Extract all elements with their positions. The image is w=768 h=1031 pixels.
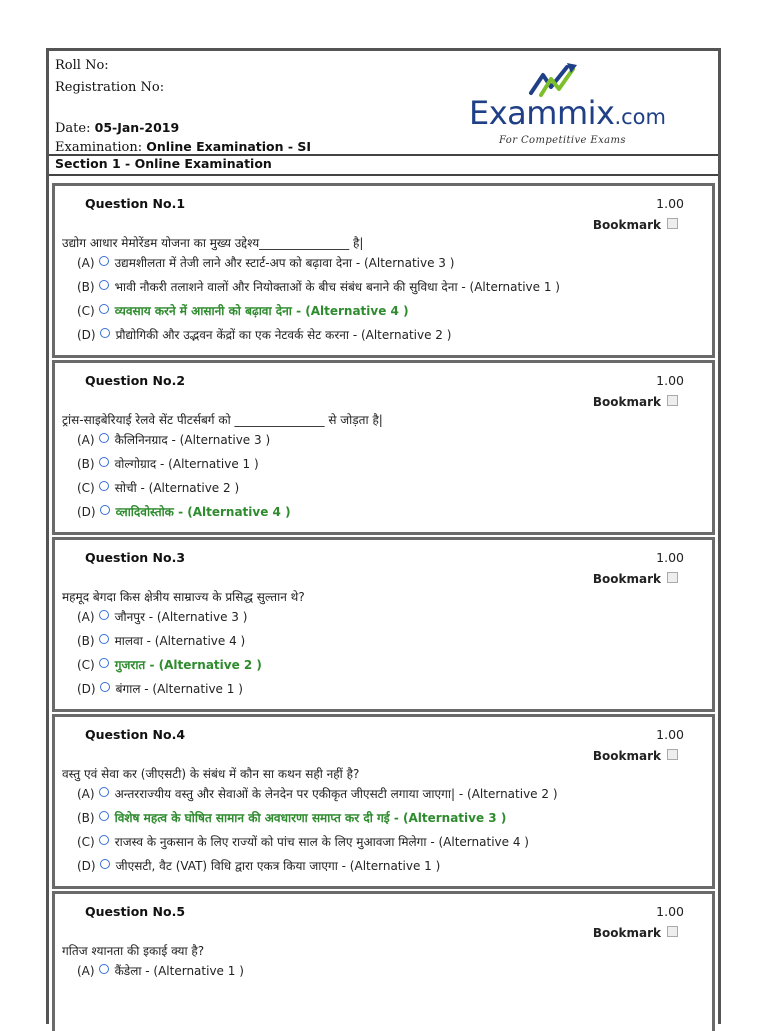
bookmark-toggle[interactable] [593,395,678,409]
exam-date [55,120,179,136]
question-card [52,183,715,358]
option-text: मालवा - (Alternative 4 ) [114,634,246,648]
question-marks: 1.00 [656,373,684,388]
radio-button[interactable] [100,505,110,515]
question-text: गतिज श्यानता की इकाई क्या है? [62,944,205,958]
radio-button[interactable] [99,811,109,821]
exam-label: Examination: [55,140,143,155]
radio-button[interactable] [99,835,109,845]
option-text: कैलिनिनग्राद - (Alternative 3 ) [114,433,271,447]
question-number: Question No.4 [85,727,186,742]
option-text: वोल्गोग्राद - (Alternative 1 ) [114,457,259,471]
logo-wordmark: Exammix.com [469,94,666,132]
exam-sheet [46,48,721,1024]
option-text: व्यवसाय करने में आसानी को बढ़ावा देना - (Alternative 4 ) [114,304,409,318]
radio-button[interactable] [100,682,110,692]
radio-button[interactable] [100,328,110,338]
radio-button[interactable] [99,304,109,314]
question-marks: 1.00 [656,550,684,565]
option-row-correct[interactable]: (D) व्लादिवोस्तोक - (Alternative 4 ) [77,505,291,519]
question-marks: 1.00 [656,727,684,742]
option-text: उद्यमशीलता में तेजी लाने और स्टार्ट-अप को बढ़ावा देना - (Alternative 3 ) [114,256,455,270]
question-text: ट्रांस-साइबेरियाई रेलवे सेंट पीटर्सबर्ग को _______________ से जोड़ता है| [62,413,383,427]
question-number: Question No.1 [85,196,186,211]
option-row[interactable]: (A) कैंडेला - (Alternative 1 ) [77,964,244,978]
bookmark-checkbox[interactable] [667,926,678,937]
roll-number-label: Roll No: [55,58,109,73]
option-text: विशेष महत्व के घोषित सामान की अवधारणा समाप्त कर दी गई - (Alternative 3 ) [114,811,507,825]
question-number: Question No.5 [85,904,186,919]
question-card [52,714,715,889]
question-marks: 1.00 [656,904,684,919]
question-number: Question No.2 [85,373,186,388]
option-text: राजस्व के नुकसान के लिए राज्यों को पांच साल के लिए मुआवजा मिलेगा - (Alternative 4 ) [114,835,529,849]
option-text: भावी नौकरी तलाशने वालों और नियोक्ताओं के बीच संबंध बनाने की सुविधा देना - (Alternative 1 ) [114,280,560,294]
exammix-logo [469,63,669,153]
question-card [52,537,715,712]
radio-button[interactable] [99,658,109,668]
exam-header [49,51,718,156]
bookmark-label: Bookmark [592,572,661,586]
option-row[interactable]: (B) मालवा - (Alternative 4 ) [77,634,246,648]
option-row[interactable]: (D) बंगाल - (Alternative 1 ) [77,682,243,696]
bookmark-toggle[interactable] [593,749,678,763]
question-number: Question No.3 [85,550,186,565]
option-row[interactable]: (A) अन्तरराज्यीय वस्तु और सेवाओं के लेनदेन पर एकीकृत जीएसटी लगाया जाएगा| - (Alternative 2 ) [77,787,558,801]
option-text: बंगाल - (Alternative 1 ) [115,682,243,696]
option-row[interactable]: (B) वोल्गोग्राद - (Alternative 1 ) [77,457,259,471]
option-row[interactable]: (A) जौनपुर - (Alternative 3 ) [77,610,248,624]
option-text: प्रौद्योगिकी और उद्भवन केंद्रों का एक नेटवर्क सेट करना - (Alternative 2 ) [115,328,452,342]
bookmark-toggle[interactable] [593,218,678,232]
question-text: उद्योग आधार मेमोरेंडम योजना का मुख्य उद्देश्य_______________ है| [62,236,364,250]
question-card [52,360,715,535]
bookmark-toggle[interactable] [593,926,678,940]
exam-value: Online Examination - SI [146,139,312,154]
bookmark-label: Bookmark [592,395,661,409]
option-row-correct[interactable]: (B) विशेष महत्व के घोषित सामान की अवधारणा समाप्त कर दी गई - (Alternative 3 ) [77,811,507,825]
question-card [52,891,715,1031]
option-row[interactable]: (C) सोची - (Alternative 2 ) [77,481,240,495]
radio-button[interactable] [99,280,109,290]
radio-button[interactable] [99,964,109,974]
option-row[interactable]: (A) कैलिनिनग्राद - (Alternative 3 ) [77,433,271,447]
date-value: 05-Jan-2019 [94,120,180,135]
section-title: Section 1 - Online Examination [49,154,718,176]
option-row-correct[interactable]: (C) व्यवसाय करने में आसानी को बढ़ावा देना - (Alternative 4 ) [77,304,409,318]
logo-graph-icon [529,63,579,97]
exam-name [55,139,311,155]
bookmark-toggle[interactable] [593,572,678,586]
option-row[interactable]: (A) उद्यमशीलता में तेजी लाने और स्टार्ट-अप को बढ़ावा देना - (Alternative 3 ) [77,256,455,270]
bookmark-checkbox[interactable] [667,572,678,583]
radio-button[interactable] [100,859,110,869]
radio-button[interactable] [99,787,109,797]
bookmark-label: Bookmark [592,749,661,763]
bookmark-checkbox[interactable] [667,218,678,229]
option-text: जीएसटी, वैट (VAT) विधि द्वारा एकत्र किया जाएगा - (Alternative 1 ) [115,859,441,873]
option-row-correct[interactable]: (C) गुजरात - (Alternative 2 ) [77,658,262,672]
question-text: महमूद बेगदा किस क्षेत्रीय साम्राज्य के प्रसिद्ध सुल्तान थे? [62,590,305,604]
radio-button[interactable] [99,634,109,644]
option-text: अन्तरराज्यीय वस्तु और सेवाओं के लेनदेन पर एकीकृत जीएसटी लगाया जाएगा| - (Alternative 2 ) [114,787,558,801]
bookmark-checkbox[interactable] [667,749,678,760]
radio-button[interactable] [99,433,109,443]
bookmark-label: Bookmark [592,218,661,232]
question-text: वस्तु एवं सेवा कर (जीएसटी) के संबंध में कौन सा कथन सही नहीं है? [62,767,360,781]
question-marks: 1.00 [656,196,684,211]
option-text: गुजरात - (Alternative 2 ) [114,658,262,672]
option-text: जौनपुर - (Alternative 3 ) [114,610,248,624]
radio-button[interactable] [99,610,109,620]
option-text: कैंडेला - (Alternative 1 ) [114,964,244,978]
option-row[interactable]: (C) राजस्व के नुकसान के लिए राज्यों को पांच साल के लिए मुआवजा मिलेगा - (Alternative 4 ) [77,835,529,849]
radio-button[interactable] [99,481,109,491]
logo-tagline: For Competitive Exams [499,135,626,146]
option-row[interactable]: (D) जीएसटी, वैट (VAT) विधि द्वारा एकत्र किया जाएगा - (Alternative 1 ) [77,859,441,873]
registration-number-label: Registration No: [55,80,165,95]
option-text: सोची - (Alternative 2 ) [114,481,240,495]
radio-button[interactable] [99,457,109,467]
bookmark-label: Bookmark [592,926,661,940]
radio-button[interactable] [99,256,109,266]
date-label: Date: [55,121,91,136]
option-row[interactable]: (B) भावी नौकरी तलाशने वालों और नियोक्ताओं के बीच संबंध बनाने की सुविधा देना - (Alternative 1 ) [77,280,560,294]
option-row[interactable]: (D) प्रौद्योगिकी और उद्भवन केंद्रों का एक नेटवर्क सेट करना - (Alternative 2 ) [77,328,452,342]
option-text: व्लादिवोस्तोक - (Alternative 4 ) [115,505,291,519]
bookmark-checkbox[interactable] [667,395,678,406]
